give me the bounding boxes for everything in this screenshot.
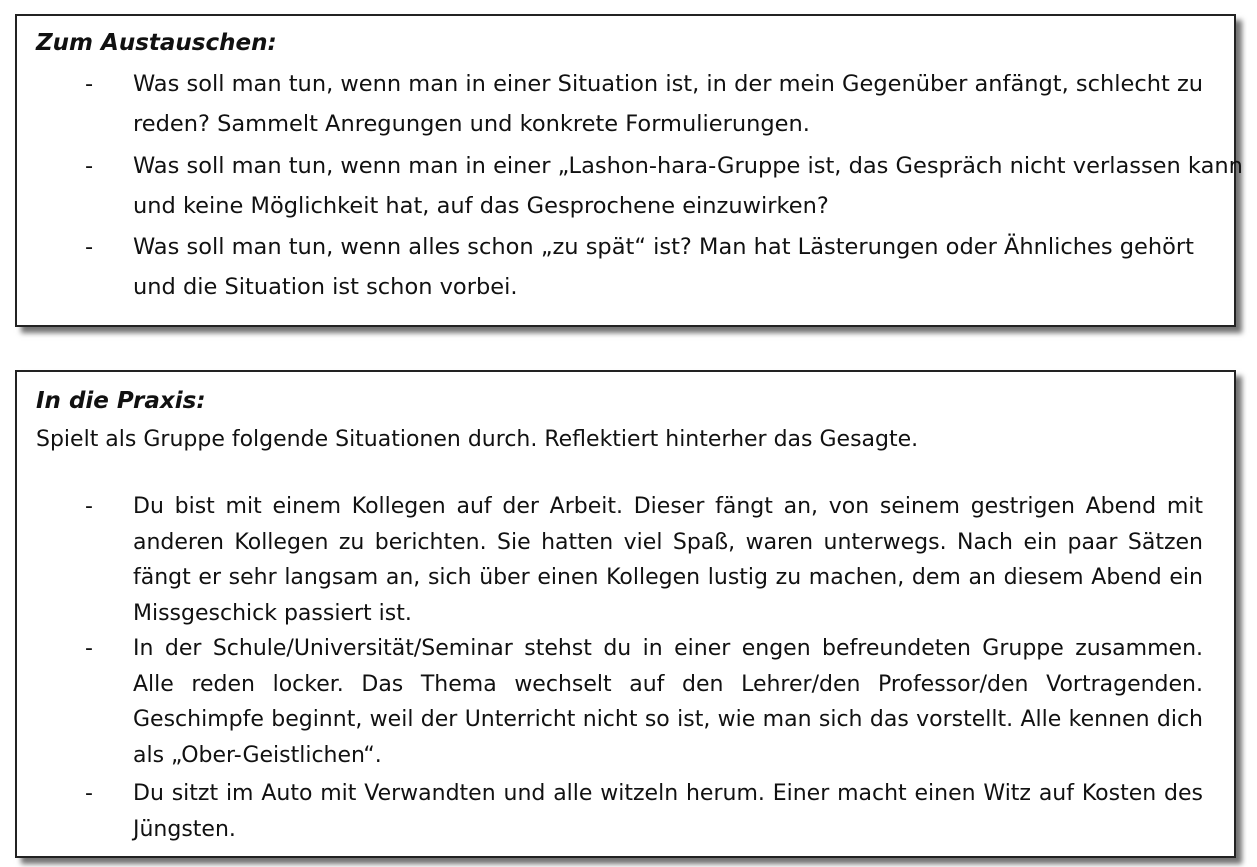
practice-heading: In die Praxis:: [36, 388, 206, 414]
discussion-heading: Zum Austauschen:: [36, 30, 277, 56]
discussion-box: [15, 14, 1243, 327]
list-bullet: -: [85, 234, 94, 260]
list-bullet: -: [85, 71, 94, 97]
practice-intro: Spielt als Gruppe folgende Situationen durch. Reflektiert hinterher das Gesagte.: [36, 427, 919, 452]
list-item-text: Du bist mit einem Kollegen auf der Arbeit. Dieser fängt an, von seinem gestrigen Abend mit anderen Kollegen zu berichten. Sie hatten viel Spaß, waren unterwegs. Nach ein paar Sätzen fängt er sehr langsam an, sich über einen Kollegen lustig zu machen, dem an diesem Abend ein Missgeschick passiert ist.: [133, 494, 1203, 626]
list-bullet: -: [85, 153, 94, 179]
list-bullet: -: [85, 781, 93, 806]
list-item-text: In der Schule/Universität/Seminar stehst du in einer engen befreundeten Gruppe zusammen. Alle reden locker. Das Thema wechselt auf den Lehrer/den Professor/den Vortragenden. Geschimpfe beginnt, weil der Unterricht nicht so ist, wie man sich das vorstellt. Alle kennen dich als „Ober-Geistlichen“.: [133, 636, 1203, 768]
list-bullet: -: [85, 494, 93, 519]
list-item-text: Du sitzt im Auto mit Verwandten und alle witzeln herum. Einer macht einen Witz auf Kosten des Jüngsten.: [133, 781, 1203, 842]
list-item-text: Was soll man tun, wenn alles schon „zu spät“ ist? Man hat Lästerungen oder Ähnliches gehört und die Situation ist schon vorbei.: [133, 234, 1194, 300]
list-bullet: -: [85, 636, 93, 661]
list-item-text: Was soll man tun, wenn man in einer Situation ist, in der mein Gegenüber anfängt, schlecht zu reden? Sammelt Anregungen und konkrete Formulierungen.: [133, 71, 1204, 137]
list-item-text: Was soll man tun, wenn man in einer „Lashon-hara-Gruppe ist, das Gespräch nicht verlassen kann und keine Möglichkeit hat, auf das Gesprochene einzuwirken?: [133, 153, 1243, 219]
practice-box: [15, 370, 1236, 858]
